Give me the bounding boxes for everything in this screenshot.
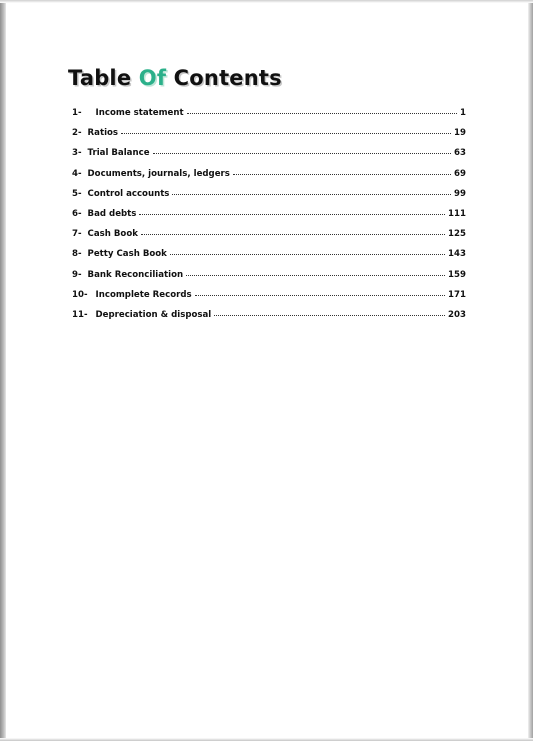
page-right-edge (528, 0, 533, 741)
toc-entry-label: Incomplete Records (95, 289, 192, 300)
toc-entry-page-number: 159 (448, 269, 466, 280)
toc-entry[interactable] (72, 310, 466, 330)
toc-dot-leader (121, 133, 451, 134)
toc-dot-leader (187, 113, 457, 114)
toc-entry-number: 7- (72, 229, 82, 240)
toc-entry-number: 6- (72, 208, 82, 219)
toc-entry-page-number: 19 (454, 128, 466, 139)
toc-dot-leader (153, 153, 452, 154)
toc-entry-number: 1- (72, 108, 82, 118)
toc-entry-page-number: 1 (460, 108, 466, 118)
toc-entry[interactable] (72, 249, 466, 269)
toc-entry-label: Cash Book (87, 229, 138, 240)
toc-entry-page-number: 99 (454, 188, 466, 199)
toc-entry-number: 4- (72, 168, 82, 179)
toc-entry[interactable] (72, 290, 466, 310)
toc-entry-label: Income statement (95, 108, 184, 118)
title-part-table: Table (68, 66, 139, 90)
toc-entry-number: 9- (72, 269, 82, 280)
toc-dot-leader (214, 315, 445, 316)
toc-entry-number: 10- (72, 289, 88, 300)
title-part-of: Of (138, 66, 167, 90)
toc-dot-leader (195, 295, 445, 296)
page-top-edge (0, 0, 533, 3)
toc-entry-page-number: 203 (448, 309, 466, 320)
toc-entry-label: Depreciation & disposal (95, 309, 212, 320)
toc-entry-page-number: 63 (454, 148, 466, 159)
toc-entry-page-number: 125 (448, 229, 466, 240)
toc-entry[interactable] (72, 209, 466, 229)
toc-entry-page-number: 69 (454, 168, 466, 179)
toc-entry-number: 11- (72, 309, 88, 320)
toc-entry-number: 2- (72, 128, 82, 139)
toc-entry-label: Documents, journals, ledgers (87, 168, 230, 179)
toc-entry[interactable] (72, 270, 466, 290)
toc-entry-number: 5- (72, 188, 82, 199)
toc-dot-leader (172, 194, 451, 195)
toc-entry-number: 8- (72, 249, 82, 260)
toc-dot-leader (233, 174, 451, 175)
toc-entry[interactable] (72, 229, 466, 249)
table-of-contents-list (72, 108, 466, 330)
toc-dot-leader (141, 234, 445, 235)
toc-dot-leader (139, 214, 445, 215)
toc-dot-leader (186, 275, 445, 276)
toc-entry[interactable] (72, 128, 466, 148)
page-title (68, 66, 282, 90)
toc-dot-leader (170, 254, 445, 255)
page-left-edge (0, 0, 6, 741)
toc-entry[interactable] (72, 189, 466, 209)
toc-entry-page-number: 111 (448, 208, 466, 219)
toc-entry-label: Bank Reconciliation (87, 269, 184, 280)
title-part-contents: Contents (166, 66, 282, 90)
toc-entry-label: Bad debts (87, 208, 137, 219)
toc-entry-number: 3- (72, 148, 82, 159)
toc-entry-page-number: 171 (448, 289, 466, 300)
toc-entry-label: Petty Cash Book (87, 249, 167, 260)
toc-entry[interactable] (72, 148, 466, 168)
toc-entry[interactable] (72, 108, 466, 128)
toc-entry[interactable] (72, 169, 466, 189)
toc-entry-page-number: 143 (448, 249, 466, 260)
toc-entry-label: Ratios (87, 128, 119, 139)
toc-entry-label: Control accounts (87, 188, 170, 199)
toc-entry-label: Trial Balance (87, 148, 150, 159)
